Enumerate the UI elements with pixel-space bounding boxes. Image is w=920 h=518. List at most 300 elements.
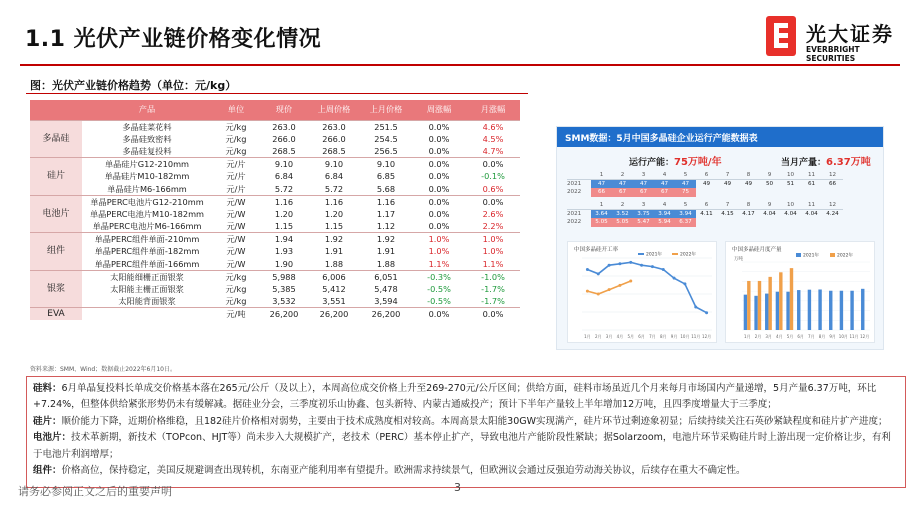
cell-unit: 元/W bbox=[226, 221, 246, 231]
cell-now: 5,385 bbox=[272, 283, 296, 294]
month-label: 9 bbox=[759, 171, 780, 180]
cell-last-month: 6,051 bbox=[360, 270, 412, 283]
cell-unit: 元/W bbox=[212, 195, 260, 208]
cell-wow: 0.0% bbox=[428, 221, 450, 231]
x-tick-label: 1月 bbox=[744, 334, 751, 339]
bar bbox=[797, 290, 800, 330]
legend-label: 2022年 bbox=[680, 252, 696, 258]
cell-product: 太阳能背面银浆 bbox=[118, 296, 176, 306]
month-label: 4 bbox=[654, 201, 675, 210]
cell-unit: 元/片 bbox=[226, 183, 246, 194]
bar bbox=[850, 291, 853, 330]
header-now: 现价 bbox=[260, 100, 308, 120]
cell-last-month: 5,478 bbox=[374, 283, 398, 294]
cell-last-week: 3,551 bbox=[322, 296, 346, 306]
legend-label: 2021年 bbox=[803, 253, 819, 259]
bar bbox=[758, 281, 761, 330]
cell-product: 单晶PERC组件单面-182mm bbox=[94, 246, 200, 257]
month-data-row bbox=[567, 210, 843, 219]
cell-mom: -1.7% bbox=[481, 296, 505, 306]
month-label: 5 bbox=[675, 171, 696, 180]
table-row bbox=[30, 308, 520, 321]
cell-wow: 0.0% bbox=[428, 171, 450, 182]
cell-last-month: 9.10 bbox=[360, 158, 412, 171]
commentary-cell: 电池片：技术革新期，新技术（TOPcon、HJT等）尚未步入大规模扩产，老技术（PERC）基本停止扩产，导致电池片产能阶段性紧缺；据Solarzoom，电池片环节采购硅片时上游出现一定价格让步，有利于电池片利润增厚； bbox=[33, 432, 891, 460]
data-point bbox=[640, 264, 643, 267]
month-label: 8 bbox=[738, 201, 759, 210]
month-label: 12 bbox=[822, 201, 843, 210]
month-value bbox=[759, 218, 780, 227]
month-value: 67 bbox=[612, 188, 633, 197]
month-data-row bbox=[567, 218, 843, 227]
x-tick-label: 1月 bbox=[584, 334, 591, 339]
cell-wow: 0.0% bbox=[412, 158, 466, 171]
cell-last-week: 9.10 bbox=[308, 158, 360, 171]
month-label: 12 bbox=[822, 171, 843, 180]
cell-last-week: 5,412 bbox=[322, 283, 346, 294]
figure-divider bbox=[26, 93, 528, 94]
month-corner bbox=[567, 201, 591, 210]
month-value: 6.37 bbox=[675, 218, 696, 227]
cell-last-month: 1.12 bbox=[376, 221, 396, 231]
row-year: 2022 bbox=[567, 189, 582, 196]
row-category: 多晶硅 bbox=[30, 120, 82, 158]
bar bbox=[776, 292, 779, 330]
data-point bbox=[597, 272, 600, 275]
cell-unit: 元/kg bbox=[225, 146, 247, 156]
month-value bbox=[717, 218, 738, 227]
cell-now: 5.72 bbox=[274, 183, 294, 194]
x-tick-label: 12月 bbox=[702, 334, 712, 339]
data-point bbox=[597, 293, 600, 296]
cell-now: 3,532 bbox=[272, 296, 296, 306]
cell-mom: 2.6% bbox=[482, 208, 504, 219]
header-wow: 周涨幅 bbox=[412, 100, 466, 120]
smm-capacity-label: 运行产能： bbox=[629, 158, 675, 168]
month-label: 3 bbox=[633, 171, 654, 180]
month-label: 2 bbox=[612, 201, 633, 210]
table-header-row bbox=[30, 100, 520, 120]
x-tick-label: 10月 bbox=[680, 334, 690, 339]
month-label: 9 bbox=[759, 201, 780, 210]
cell-last-month: 1.91 bbox=[376, 246, 396, 257]
bar bbox=[765, 294, 768, 330]
x-tick-label: 3月 bbox=[765, 334, 772, 339]
row-category: 电池片 bbox=[30, 195, 82, 233]
month-value: 5.94 bbox=[654, 218, 675, 227]
month-header-row bbox=[567, 171, 843, 180]
cell-now: 1.93 bbox=[274, 246, 294, 257]
figure-title: 图：光伏产业链价格趋势（单位：元/kg） bbox=[30, 79, 237, 92]
cell-mom: -0.1% bbox=[481, 171, 505, 182]
cell-product: 单晶PERC组件单面-210mm bbox=[82, 233, 212, 246]
header-last-month: 上月价格 bbox=[360, 100, 412, 120]
month-value bbox=[696, 188, 717, 197]
cell-last-week: 6.84 bbox=[324, 171, 344, 182]
cell-last-month: 256.5 bbox=[374, 146, 398, 156]
x-tick-label: 8月 bbox=[659, 334, 667, 339]
data-point bbox=[618, 284, 621, 287]
x-tick-label: 7月 bbox=[808, 334, 815, 339]
data-point bbox=[673, 277, 676, 280]
data-point bbox=[705, 311, 708, 314]
month-label: 6 bbox=[696, 201, 717, 210]
month-value: 49 bbox=[723, 181, 732, 187]
month-value bbox=[738, 188, 759, 197]
row-year: 2021 bbox=[567, 211, 582, 217]
cell-product: 太阳能细栅正面银浆 bbox=[82, 270, 212, 283]
month-value: 50 bbox=[765, 181, 774, 187]
smm-title: SMM数据：5月中国多晶硅企业运行产能数据表 bbox=[557, 127, 883, 147]
month-value: 49 bbox=[702, 181, 711, 187]
bar bbox=[744, 295, 747, 330]
cell-last-month: 3,594 bbox=[374, 296, 398, 306]
month-label: 5 bbox=[675, 201, 696, 210]
logo-chinese-name: 光大证券 bbox=[806, 22, 894, 46]
month-value: 47 bbox=[675, 180, 696, 189]
header-last-week: 上周价格 bbox=[308, 100, 360, 120]
smm-output bbox=[781, 153, 871, 168]
smm-capacity bbox=[629, 153, 722, 168]
cell-wow: 0.0% bbox=[428, 183, 450, 194]
x-tick-label: 9月 bbox=[670, 334, 678, 339]
table-row bbox=[30, 245, 520, 258]
x-tick-label: 3月 bbox=[605, 334, 613, 339]
data-point bbox=[651, 265, 654, 268]
header-category bbox=[30, 100, 82, 120]
cell-last-month: 1.92 bbox=[360, 233, 412, 246]
cell-now: 263.0 bbox=[260, 120, 308, 133]
cell-last-month: 254.5 bbox=[374, 133, 398, 144]
month-value: 67 bbox=[633, 188, 654, 197]
cell-mom: 0.0% bbox=[466, 158, 520, 171]
cell-last-month: 251.5 bbox=[360, 120, 412, 133]
month-value: 5.05 bbox=[612, 218, 633, 227]
month-value: 3.52 bbox=[612, 210, 633, 219]
x-tick-label: 7月 bbox=[649, 334, 656, 339]
month-value bbox=[801, 218, 822, 227]
bar bbox=[840, 291, 843, 330]
everbright-logo-icon bbox=[766, 16, 796, 56]
month-value: 3.94 bbox=[654, 210, 675, 219]
page-number: 3 bbox=[454, 481, 461, 494]
cell-unit: 元/kg bbox=[212, 120, 260, 133]
commentary-module: 组件：价格高位，保持稳定，美国反规避调查出现转机，东南亚产能利用率有望提升。欧洲需求持续景气，但欧洲议会通过反强迫劳动海关协议，后续存在重大不确定性。 bbox=[33, 465, 746, 477]
cell-product: 单晶PERC电池片M10-182mm bbox=[89, 208, 205, 219]
row-category: 银浆 bbox=[30, 270, 82, 308]
cell-mom: -1.7% bbox=[481, 283, 505, 294]
cell-mom: 4.7% bbox=[482, 146, 504, 156]
table-row bbox=[30, 120, 520, 133]
cell-last-week: 1.91 bbox=[324, 246, 344, 257]
cell-wow: 0.0% bbox=[412, 120, 466, 133]
row-category: EVA bbox=[30, 308, 82, 321]
cell-product: 单晶硅片M6-166mm bbox=[107, 183, 187, 194]
month-value bbox=[759, 188, 780, 197]
bar bbox=[747, 281, 750, 330]
cell-now: 26,200 bbox=[260, 308, 308, 321]
row-category: 组件 bbox=[30, 233, 82, 271]
x-tick-label: 8月 bbox=[818, 334, 826, 339]
header-product: 产品 bbox=[82, 100, 212, 120]
cell-last-month: 5.68 bbox=[376, 183, 396, 194]
data-point bbox=[629, 280, 632, 283]
month-value: 66 bbox=[591, 188, 612, 197]
month-label: 4 bbox=[654, 171, 675, 180]
cell-mom: 4.6% bbox=[466, 120, 520, 133]
series-line bbox=[587, 281, 630, 294]
month-value: 4.04 bbox=[784, 211, 797, 217]
bar bbox=[768, 277, 771, 330]
month-label: 7 bbox=[717, 201, 738, 210]
cell-last-month: 6.85 bbox=[376, 171, 396, 182]
cell-product: 多晶硅致密料 bbox=[122, 133, 172, 144]
x-tick-label: 11月 bbox=[849, 334, 859, 339]
cell-unit: 元/kg bbox=[225, 133, 247, 144]
logo-english-name: EVERBRIGHT SECURITIES bbox=[806, 45, 860, 63]
cell-last-month: 1.16 bbox=[360, 195, 412, 208]
brand-logo bbox=[766, 16, 906, 63]
month-label: 2 bbox=[612, 171, 633, 180]
table-row bbox=[30, 195, 520, 208]
price-table-body bbox=[30, 120, 520, 320]
cell-wow: 1.0% bbox=[428, 246, 450, 257]
cell-unit: 元/W bbox=[226, 246, 246, 257]
cell-product: 单晶PERC电池片G12-210mm bbox=[82, 195, 212, 208]
header-mom: 月涨幅 bbox=[466, 100, 520, 120]
month-value bbox=[780, 188, 801, 197]
table-row bbox=[30, 170, 520, 183]
month-value: 4.04 bbox=[763, 211, 776, 217]
month-value: 3.64 bbox=[591, 210, 612, 219]
table-row bbox=[30, 133, 520, 146]
table-row bbox=[30, 233, 520, 246]
month-label: 10 bbox=[780, 201, 801, 210]
month-label: 1 bbox=[591, 201, 612, 210]
cell-last-month: 1.88 bbox=[376, 258, 396, 269]
output-chart-title: 中国多晶硅月度产量 bbox=[732, 247, 782, 253]
cell-last-week: 1.15 bbox=[324, 221, 344, 231]
data-point bbox=[586, 268, 589, 271]
month-data-row bbox=[567, 180, 843, 189]
month-value: 75 bbox=[675, 188, 696, 197]
row-year: 2022 bbox=[567, 219, 582, 226]
cell-last-week: 5.72 bbox=[324, 183, 344, 194]
x-tick-label: 12月 bbox=[860, 334, 870, 339]
x-tick-label: 11月 bbox=[691, 334, 701, 339]
legend-swatch bbox=[672, 253, 678, 255]
data-point bbox=[608, 264, 611, 267]
bar bbox=[779, 272, 782, 330]
output-chart bbox=[725, 241, 875, 343]
price-table bbox=[30, 100, 520, 320]
cell-wow: 0.0% bbox=[412, 308, 466, 321]
legend-swatch bbox=[830, 253, 835, 257]
x-tick-label: 4月 bbox=[776, 334, 783, 339]
cell-now: 1.90 bbox=[274, 258, 294, 269]
cell-product: 单晶硅片M10-182mm bbox=[104, 171, 190, 182]
cell-mom: 1.0% bbox=[466, 233, 520, 246]
cell-wow: 0.0% bbox=[428, 146, 450, 156]
cell-product: 单晶硅片G12-210mm bbox=[82, 158, 212, 171]
cell-wow: 0.0% bbox=[428, 133, 450, 144]
cell-wow: 1.1% bbox=[428, 258, 450, 269]
title-divider bbox=[20, 64, 900, 66]
cell-mom: 2.2% bbox=[482, 221, 504, 231]
month-label: 8 bbox=[738, 171, 759, 180]
month-value: 61 bbox=[807, 181, 816, 187]
cell-wow: -0.5% bbox=[427, 283, 451, 294]
month-value: 4.17 bbox=[742, 211, 755, 217]
x-tick-label: 9月 bbox=[829, 334, 836, 339]
month-value: 4.15 bbox=[721, 211, 734, 217]
month-corner bbox=[567, 171, 591, 180]
smm-panel bbox=[556, 126, 884, 350]
month-label: 10 bbox=[780, 171, 801, 180]
table-source: 资料来源：SMM、Wind；数据截止2022年6月10日。 bbox=[30, 366, 176, 373]
cell-last-week: 1.20 bbox=[324, 208, 344, 219]
commentary-silicon: 硅料：6月单晶复投料长单成交价格基本落在265元/公斤（及以上），本周高位成交价格上升至269-270元/公斤区间；供给方面，硅料市场虽近几个月来每月市场国内产量递增，5月产量6.37万吨，环比+7.24%，但整体供给紧张形势仍未有缓解减。据硅业分会，三季度初乐山协鑫、包头新特、内蒙古通威投产；预计下半年产量较上半年增加12万吨，且四季度增量大于三季度； bbox=[33, 383, 877, 411]
capacity-table bbox=[567, 171, 843, 197]
cell-unit: 元/W bbox=[226, 258, 246, 269]
x-tick-label: 4月 bbox=[616, 334, 624, 339]
x-tick-label: 6月 bbox=[638, 334, 645, 339]
cell-product: 多晶硅复投料 bbox=[122, 146, 172, 156]
month-value: 4.04 bbox=[805, 211, 818, 217]
data-point bbox=[662, 268, 665, 271]
cell-unit: 元/kg bbox=[225, 296, 247, 306]
smm-output-label: 当月产量： bbox=[781, 158, 827, 168]
cell-mom: 0.0% bbox=[466, 195, 520, 208]
cell-last-week: 26,200 bbox=[308, 308, 360, 321]
legend-label: 2022年 bbox=[837, 253, 853, 259]
table-row bbox=[30, 145, 520, 158]
cell-last-week: 266.0 bbox=[322, 133, 346, 144]
cell-wow: -0.5% bbox=[427, 296, 451, 306]
cell-product bbox=[82, 308, 212, 321]
disclaimer-note: 请务必参阅正文之后的重要声明 bbox=[18, 485, 172, 498]
cell-last-week: 1.88 bbox=[324, 258, 344, 269]
table-row bbox=[30, 295, 520, 308]
cell-product: 太阳能主栅正面银浆 bbox=[110, 283, 184, 294]
cell-now: 1.94 bbox=[260, 233, 308, 246]
month-value: 4.24 bbox=[826, 211, 839, 217]
bar bbox=[808, 290, 811, 330]
cell-unit: 元/片 bbox=[212, 158, 260, 171]
bar bbox=[790, 268, 793, 330]
table-row bbox=[30, 283, 520, 296]
cell-product: 单晶PERC电池片M6-166mm bbox=[92, 221, 202, 231]
month-value: 49 bbox=[744, 181, 753, 187]
output-bar-chart bbox=[726, 242, 876, 344]
table-row bbox=[30, 258, 520, 271]
cell-now: 9.10 bbox=[260, 158, 308, 171]
cell-mom: 0.0% bbox=[466, 308, 520, 321]
month-value: 67 bbox=[654, 188, 675, 197]
month-value: 3.75 bbox=[633, 210, 654, 219]
x-tick-label: 2月 bbox=[754, 334, 762, 339]
legend-swatch bbox=[796, 253, 801, 257]
x-tick-label: 5月 bbox=[627, 334, 635, 339]
cell-last-week: 6,006 bbox=[308, 270, 360, 283]
month-value: 4.11 bbox=[700, 211, 713, 217]
data-point bbox=[618, 262, 621, 265]
smm-output-value: 6.37万吨 bbox=[826, 157, 871, 168]
data-point bbox=[586, 290, 589, 293]
cell-mom: 4.5% bbox=[482, 133, 504, 144]
utilization-chart bbox=[567, 241, 717, 343]
month-value: 5.05 bbox=[591, 218, 612, 227]
month-label: 11 bbox=[801, 201, 822, 210]
x-tick-label: 6月 bbox=[797, 334, 804, 339]
data-point bbox=[608, 288, 611, 291]
month-value bbox=[822, 188, 843, 197]
month-value: 47 bbox=[633, 180, 654, 189]
data-point bbox=[694, 305, 697, 308]
month-value bbox=[780, 218, 801, 227]
table-row bbox=[30, 208, 520, 221]
series-line bbox=[587, 262, 706, 312]
table-row bbox=[30, 183, 520, 196]
x-tick-label: 5月 bbox=[786, 334, 794, 339]
cell-now: 1.20 bbox=[274, 208, 294, 219]
cell-mom: -1.0% bbox=[466, 270, 520, 283]
header-unit: 单位 bbox=[212, 100, 260, 120]
cell-last-week: 1.16 bbox=[308, 195, 360, 208]
page-title: 1.1 光伏产业链价格变化情况 bbox=[25, 27, 322, 52]
commentary-box bbox=[26, 376, 906, 488]
cell-now: 5,988 bbox=[260, 270, 308, 283]
cell-wow: 0.0% bbox=[428, 208, 450, 219]
month-value bbox=[738, 218, 759, 227]
cell-wow: 0.0% bbox=[412, 195, 466, 208]
commentary-wafer: 硅片：顺价能力下降，近期价格维稳，且182硅片价格相对弱势，主要由于技术成熟度相对较高。本周高景太阳能30GW实现满产，硅片环节过剩迹象初显；后续持续关注石英砂紧缺程度和硅片扩产进度； bbox=[33, 415, 888, 427]
row-category: 硅片 bbox=[30, 158, 82, 196]
month-value: 47 bbox=[591, 180, 612, 189]
cell-unit: 元/W bbox=[212, 233, 260, 246]
cell-last-week: 268.5 bbox=[322, 146, 346, 156]
cell-now: 1.15 bbox=[274, 221, 294, 231]
legend-label: 2021年 bbox=[646, 252, 662, 258]
cell-unit: 元/kg bbox=[225, 283, 247, 294]
utilization-line-chart bbox=[568, 242, 718, 344]
cell-product: 单晶PERC组件单面-166mm bbox=[94, 258, 200, 269]
cell-last-month: 1.17 bbox=[376, 208, 396, 219]
cell-last-week: 263.0 bbox=[308, 120, 360, 133]
month-value bbox=[717, 188, 738, 197]
table-row bbox=[30, 220, 520, 233]
data-point bbox=[683, 282, 686, 285]
data-point bbox=[629, 261, 632, 264]
cell-mom: 1.1% bbox=[482, 258, 504, 269]
table-row bbox=[30, 270, 520, 283]
month-value: 47 bbox=[612, 180, 633, 189]
month-label: 7 bbox=[717, 171, 738, 180]
month-value: 3.94 bbox=[675, 210, 696, 219]
month-value bbox=[801, 188, 822, 197]
month-value: 66 bbox=[828, 181, 837, 187]
month-value bbox=[822, 218, 843, 227]
cell-mom: 1.0% bbox=[482, 246, 504, 257]
cell-unit: 元/kg bbox=[212, 270, 260, 283]
month-value: 51 bbox=[786, 181, 795, 187]
cell-last-month: 26,200 bbox=[360, 308, 412, 321]
cell-now: 6.84 bbox=[274, 171, 294, 182]
cell-last-week: 1.92 bbox=[308, 233, 360, 246]
smm-capacity-value: 75万吨/年 bbox=[674, 157, 722, 168]
month-data-row bbox=[567, 188, 843, 197]
month-value bbox=[696, 218, 717, 227]
